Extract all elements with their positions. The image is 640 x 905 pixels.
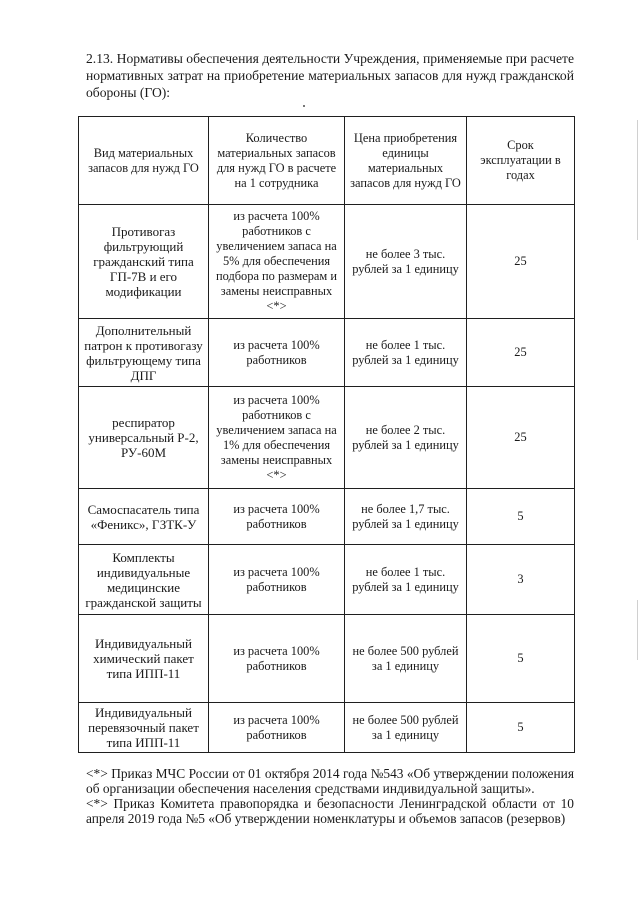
cell-type: Индивидуальный перевязочный пакет типа ИПП-11 (79, 703, 209, 753)
cell-type: Дополнительный патрон к противогазу фильтрующему типа ДПГ (79, 319, 209, 387)
cell-type: Самоспасатель типа «Феникс», ГЗТК-У (79, 489, 209, 545)
cell-price: не более 2 тыс. рублей за 1 единицу (345, 387, 467, 489)
cell-term: 25 (467, 205, 575, 319)
cell-term: 3 (467, 545, 575, 615)
table-row (79, 545, 575, 615)
cell-term: 25 (467, 387, 575, 489)
cell-quantity: из расчета 100% работников (209, 545, 345, 615)
cell-price: не более 1 тыс. рублей за 1 единицу (345, 319, 467, 387)
cell-price: не более 3 тыс. рублей за 1 единицу (345, 205, 467, 319)
cell-type: Противогаз фильтрующий гражданский типа ГП-7В и его модификации (79, 205, 209, 319)
header-term: Срок эксплуатации в годах (467, 117, 575, 205)
scan-edge-mark (637, 120, 638, 240)
cell-quantity: из расчета 100% работников (209, 615, 345, 703)
cell-quantity: из расчета 100% работников с увеличением запаса на 5% для обеспечения подбора по размерам и замены неисправных <*> (209, 205, 345, 319)
table-header-row (79, 117, 575, 205)
cell-type: респиратор универсальный Р-2, РУ-60М (79, 387, 209, 489)
cell-term: 5 (467, 489, 575, 545)
table-row (79, 489, 575, 545)
footnote: <*> Приказ Комитета правопорядка и безопасности Ленинградской области от 10 апреля 2019 года №5 «Об утверждении номенклатуры и объемов запасов (резервов) (86, 796, 574, 826)
table-row (79, 703, 575, 753)
cell-type: Индивидуальный химический пакет типа ИПП-11 (79, 615, 209, 703)
scan-speck (303, 105, 305, 107)
header-price: Цена приобретения единицы материальных запасов для нужд ГО (345, 117, 467, 205)
cell-term: 5 (467, 703, 575, 753)
cell-term: 5 (467, 615, 575, 703)
cell-price: не более 1,7 тыс. рублей за 1 единицу (345, 489, 467, 545)
cell-term: 25 (467, 319, 575, 387)
cell-price: не более 500 рублей за 1 единицу (345, 615, 467, 703)
cell-quantity: из расчета 100% работников (209, 703, 345, 753)
section-heading: 2.13. Нормативы обеспечения деятельности Учреждения, применяемые при расчете нормативных затрат на приобретение материальных запасов для нужд гражданской обороны (ГО): (86, 51, 574, 100)
cell-price: не более 500 рублей за 1 единицу (345, 703, 467, 753)
footnote: <*> Приказ МЧС России от 01 октября 2014 года №543 «Об утверждении положения об организации обеспечения населения средствами индивидуальной защиты». (86, 766, 574, 796)
cell-quantity: из расчета 100% работников (209, 319, 345, 387)
norms-table (78, 116, 575, 753)
table-row (79, 387, 575, 489)
footnotes (86, 766, 574, 826)
header-type: Вид материальных запасов для нужд ГО (79, 117, 209, 205)
scan-edge-mark (637, 600, 638, 660)
header-quantity: Количество материальных запасов для нужд ГО в расчете на 1 сотрудника (209, 117, 345, 205)
table-row (79, 615, 575, 703)
cell-price: не более 1 тыс. рублей за 1 единицу (345, 545, 467, 615)
table-row (79, 319, 575, 387)
cell-quantity: из расчета 100% работников с увеличением запаса на 1% для обеспечения замены неисправных <*> (209, 387, 345, 489)
table-row (79, 205, 575, 319)
cell-type: Комплекты индивидуальные медицинские гражданской защиты (79, 545, 209, 615)
cell-quantity: из расчета 100% работников (209, 489, 345, 545)
